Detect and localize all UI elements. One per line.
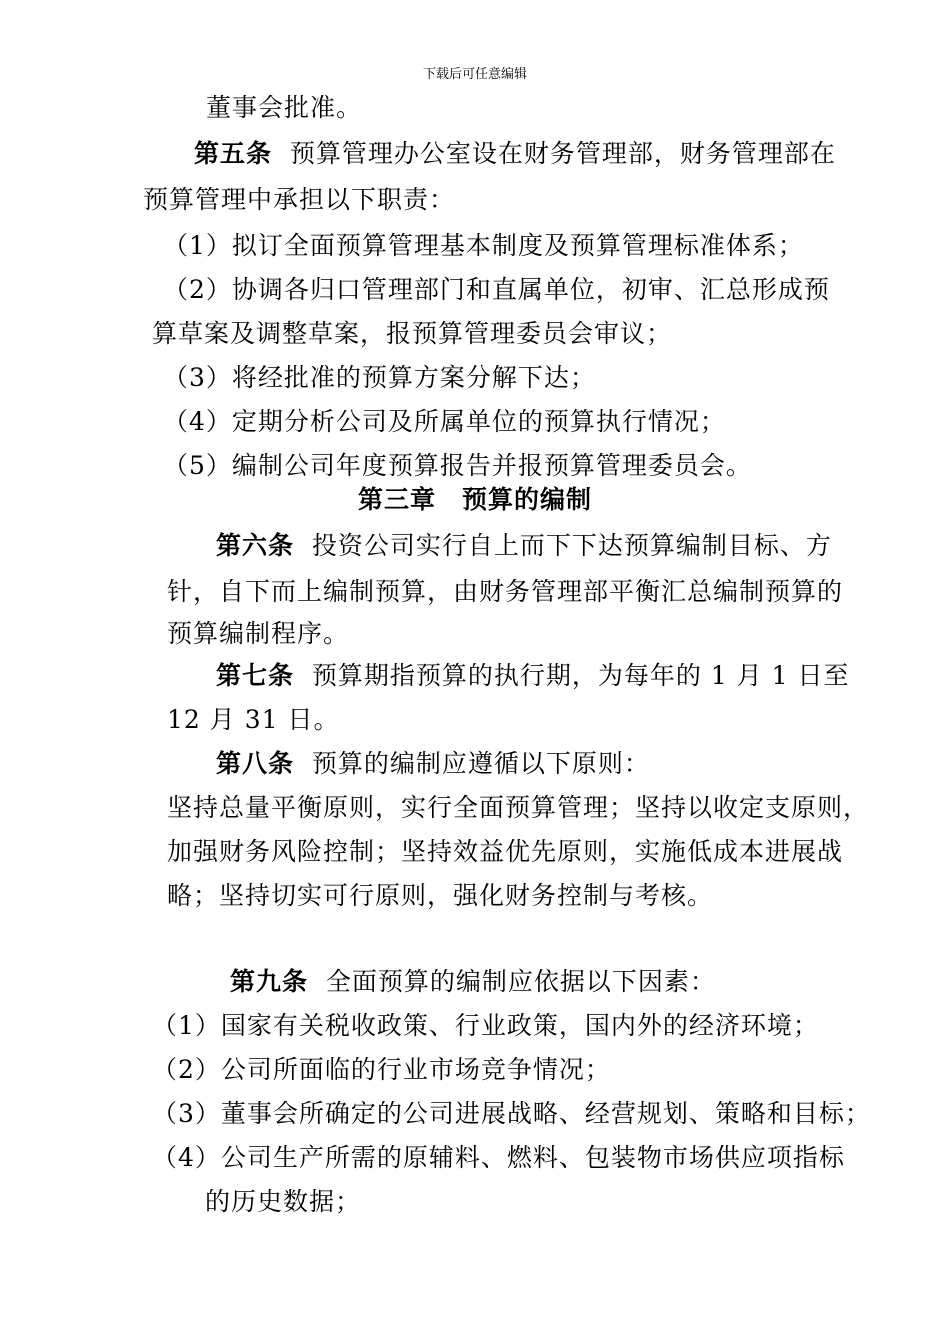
article-5-line: 第五条 预算管理办公室设在财务管理部，财务管理部在 xyxy=(194,139,836,168)
article-8-line: 第八条 预算的编制应遵循以下原则： xyxy=(216,749,650,778)
list-item: （3）董事会所确定的公司进展战略、经营规划、策略和目标； xyxy=(152,1099,871,1128)
text-line: 预算管理中承担以下职责： xyxy=(143,185,456,214)
text-line: 算草案及调整草案，报预算管理委员会审议； xyxy=(152,319,673,348)
list-item: （4）公司生产所需的原辅料、燃料、包装物市场供应项指标 xyxy=(152,1143,845,1172)
article-7-line: 第七条 预算期指预算的执行期，为每年的 1 月 1 日至 xyxy=(216,661,850,690)
text-line: 加强财务风险控制；坚持效益优先原则，实施低成本进展战 xyxy=(167,837,844,866)
article-heading: 第七条 xyxy=(216,661,295,690)
list-item: （5）编制公司年度预算报告并报预算管理委员会。 xyxy=(163,451,752,480)
text-line: 坚持总量平衡原则，实行全面预算管理；坚持以收定支原则， xyxy=(167,793,870,822)
text-line: 的历史数据； xyxy=(205,1187,362,1216)
article-6-line: 第六条 投资公司实行自上而下下达预算编制目标、方 xyxy=(216,531,832,560)
chapter-title: 第三章 预算的编制 xyxy=(357,485,592,514)
list-item: （2）公司所面临的行业市场竞争情况； xyxy=(152,1055,611,1084)
text-line: 12 月 31 日。 xyxy=(167,705,340,734)
list-item: （3）将经批准的预算方案分解下达； xyxy=(163,363,596,392)
list-item: （1）国家有关税收政策、行业政策，国内外的经济环境； xyxy=(152,1011,819,1040)
article-heading: 第九条 xyxy=(230,967,309,996)
article-heading: 第六条 xyxy=(216,531,295,560)
text-line: 预算编制程序。 xyxy=(167,619,350,648)
text-line: 董事会批准。 xyxy=(206,93,363,122)
page-header: 下载后可任意编辑 xyxy=(422,67,527,82)
article-9-line: 第九条 全面预算的编制应依据以下因素： xyxy=(230,967,716,996)
list-item: （4）定期分析公司及所属单位的预算执行情况； xyxy=(163,407,726,436)
list-item: （1）拟订全面预算管理基本制度及预算管理标准体系； xyxy=(163,231,804,260)
article-heading: 第八条 xyxy=(216,749,295,778)
article-heading: 第五条 xyxy=(194,139,273,168)
list-item: （2）协调各归口管理部门和直属单位，初审、汇总形成预 xyxy=(163,275,830,304)
text-line: 针，自下而上编制预算，由财务管理部平衡汇总编制预算的 xyxy=(167,577,844,606)
text-line: 略；坚持切实可行原则，强化财务控制与考核。 xyxy=(167,881,714,910)
